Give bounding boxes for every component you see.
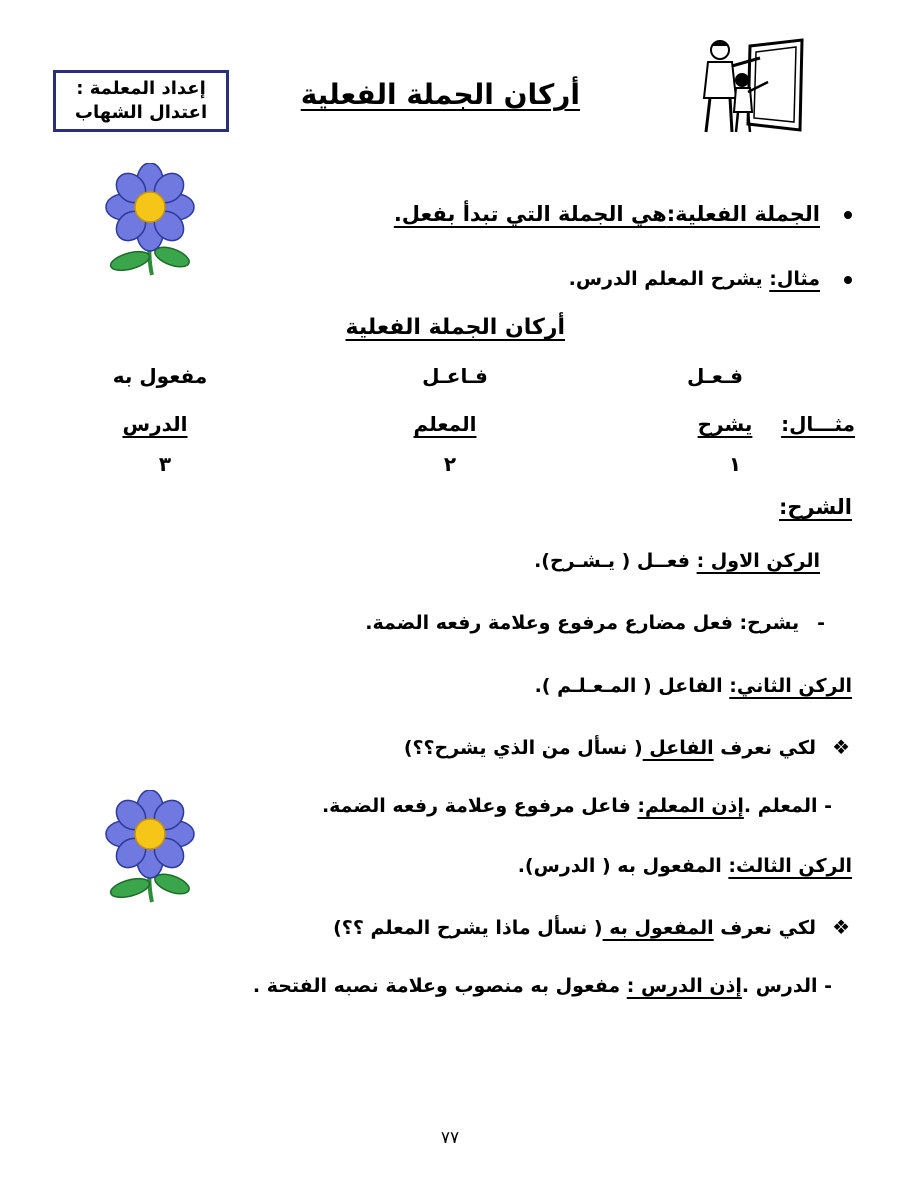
value-verb: يشرح	[697, 412, 753, 436]
number-3: ٣	[158, 452, 172, 476]
header-verb: فـعـل	[687, 364, 743, 388]
author-name: اعتدال الشهاب	[74, 102, 208, 123]
pillar3-answer-underlined: إذن الدرس :	[626, 975, 742, 997]
example-label-2: مثـــال:	[781, 412, 855, 436]
pillar2-title: الركن الثاني:	[729, 675, 852, 697]
pillar1-detail-line	[365, 612, 825, 634]
pillar2-answer-underlined: إذن المعلم:	[637, 795, 744, 817]
pillar2-line	[535, 675, 852, 697]
author-box	[53, 70, 229, 132]
definition-text: هي الجملة التي تبدأ بفعل.	[393, 202, 667, 226]
page-number: ٧٧	[440, 1128, 460, 1148]
pillar2-question-rest: ( نسأل من الذي يشرح؟؟)	[403, 737, 643, 759]
header-subject: فـاعـل	[422, 364, 488, 388]
example-text: يشرح المعلم الدرس.	[568, 268, 770, 290]
bullet-icon	[844, 211, 852, 219]
pillar2-answer-rest: فاعل مرفوع وعلامة رفعه الضمة.	[321, 795, 638, 817]
pillar3-answer-prefix: - الدرس .	[741, 975, 832, 997]
pillar2-answer-line	[322, 795, 832, 817]
pillar2-rest: الفاعل ( المـعـلـم ).	[534, 675, 730, 697]
pillar1-detail: يشرح: فعل مضارع مرفوع وعلامة رفعه الضمة.	[365, 612, 800, 634]
flower-icon	[104, 163, 196, 281]
pillar3-answer-rest: مفعول به منصوب وعلامة نصبه الفتحة .	[252, 975, 627, 997]
example-line	[569, 268, 852, 290]
author-label: إعداد المعلمة :	[76, 78, 206, 99]
value-object: الدرس	[122, 412, 188, 436]
pillar3-answer-line	[253, 975, 832, 997]
pillar3-question-underlined: المفعول به	[602, 917, 714, 939]
pillar1-title: الركن الاول :	[696, 550, 820, 572]
pillar3-line	[518, 855, 852, 877]
dash: -	[817, 612, 825, 634]
example-label: مثال:	[769, 268, 820, 290]
diamond-bullet-icon: ❖	[832, 915, 850, 939]
value-subject: المعلم	[413, 412, 477, 436]
section-subtitle: أركان الجملة الفعلية	[345, 315, 565, 340]
pillar1-line	[534, 550, 820, 572]
pillar3-question-rest: ( نسأل ماذا يشرح المعلم ؟؟)	[333, 917, 603, 939]
page-title: أركان الجملة الفعلية	[300, 78, 580, 111]
bullet-icon	[844, 276, 852, 284]
pillar3-question-prefix: لكي نعرف	[713, 917, 817, 939]
flower-icon	[104, 790, 196, 908]
pillar3-title: الركن الثالث:	[728, 855, 852, 877]
pillar2-question-line	[404, 735, 850, 759]
number-1: ١	[728, 452, 742, 476]
number-2: ٢	[443, 452, 457, 476]
diamond-bullet-icon: ❖	[832, 735, 850, 759]
definition-term: الجملة الفعلية:	[666, 202, 820, 226]
explanation-heading: الشرح:	[778, 495, 852, 519]
header-object: مفعول به	[112, 364, 208, 388]
pillar2-question-underlined: الفاعل	[642, 737, 714, 759]
pillar2-answer-prefix: - المعلم .	[743, 795, 832, 817]
pillar3-question-line	[333, 915, 850, 939]
pillar1-rest: فعــل ( يـشـرح).	[534, 550, 697, 572]
teacher-board-illustration	[690, 38, 805, 136]
definition-line	[394, 202, 852, 226]
pillar3-rest: المفعول به ( الدرس).	[517, 855, 729, 877]
pillar2-question-prefix: لكي نعرف	[713, 737, 817, 759]
